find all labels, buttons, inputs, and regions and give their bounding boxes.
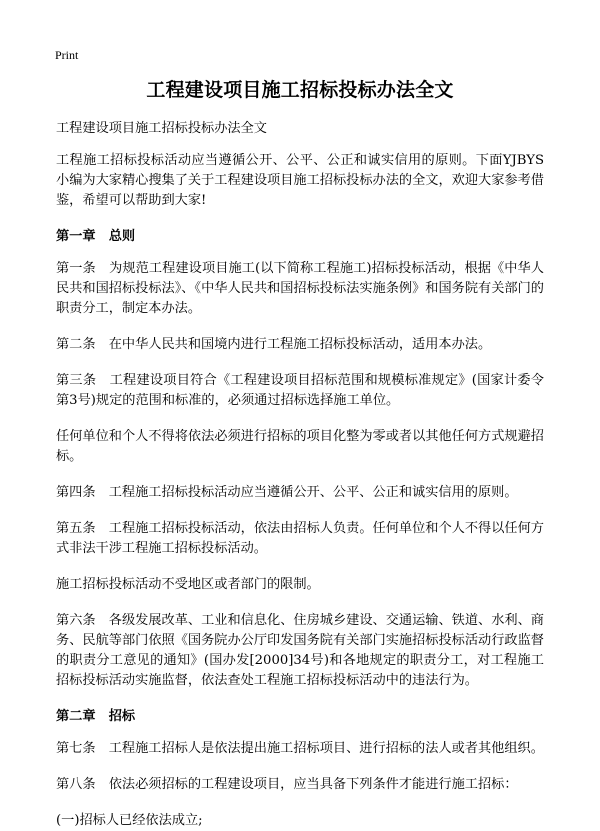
article-paragraph: 第五条 工程施工招标投标活动，依法由招标人负责。任何单位和个人不得以任何方式非法干涉工程施工招标投标活动。	[56, 521, 544, 556]
article-paragraph: 施工招标投标活动不受地区或者部门的限制。	[56, 577, 320, 592]
document-subtitle: 工程建设项目施工招标投标办法全文	[56, 121, 267, 136]
article-paragraph: 第一条 为规范工程建设项目施工(以下简称工程施工)招标投标活动，根据《中华人民共和国招标投标法》、《中华人民共和国招标投标法实施条例》和国务院有关部门的职责分工，制定本办法。	[56, 261, 544, 316]
article-paragraph: 第七条 工程施工招标人是依法提出施工招标项目、进行招标的法人或者其他组织。	[56, 741, 544, 756]
print-link[interactable]: Print	[55, 48, 79, 62]
document-title: 工程建设项目施工招标投标办法全文	[146, 79, 454, 101]
chapter-heading: 第二章 招标	[56, 709, 136, 724]
article-paragraph: 任何单位和个人不得将依法必须进行招标的项目化整为零或者以其他任何方式规避招标。	[56, 429, 544, 464]
document-body	[56, 119, 544, 831]
article-paragraph: 第八条 依法必须招标的工程建设项目，应当具备下列条件才能进行施工招标：	[56, 777, 518, 792]
article-paragraph: 第四条 工程施工招标投标活动应当遵循公开、公平、公正和诚实信用的原则。	[56, 485, 518, 500]
article-paragraph: 第三条 工程建设项目符合《工程建设项目招标范围和规模标准规定》(国家计委令第3号)规定的范围和标准的，必须通过招标选择施工单位。	[56, 373, 544, 408]
chapter-heading: 第一章 总则	[56, 229, 136, 244]
article-paragraph: (一)招标人已经依法成立;	[56, 813, 203, 828]
intro-paragraph: 工程施工招标投标活动应当遵循公开、公平、公正和诚实信用的原则。下面YJBYS小编为大家精心搜集了关于工程建设项目施工招标投标办法的全文，欢迎大家参考借鉴，希望可以帮助到大家!	[56, 153, 544, 208]
article-paragraph: 第二条 在中华人民共和国境内进行工程施工招标投标活动，适用本办法。	[56, 337, 492, 352]
article-paragraph: 第六条 各级发展改革、工业和信息化、住房城乡建设、交通运输、铁道、水利、商务、民航等部门依照《国务院办公厅印发国务院有关部门实施招标投标活动行政监督的职责分工意见的通知》(国办发[2000]34号)和各地规定的职责分工，对工程施工招标投标活动实施监督，依法查处工程施工招标投标活动中的违法行为。	[56, 613, 544, 688]
